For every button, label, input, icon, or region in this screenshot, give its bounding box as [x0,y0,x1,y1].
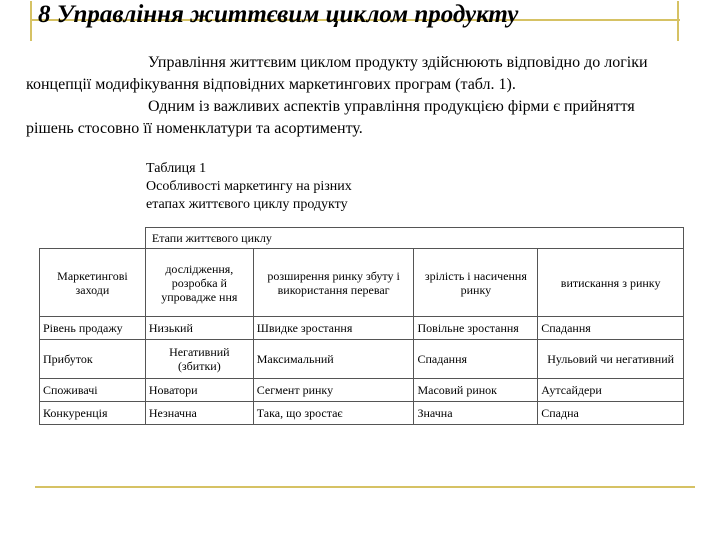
table-cell: Незначна [145,402,253,425]
table-header-row [40,228,684,249]
table-cell: Така, що зростає [253,402,414,425]
page-title: 8 Управління життєвим циклом продукту [38,1,519,28]
lifecycle-table [39,227,684,425]
stage-cell: зрілість і насичення ринку [414,249,538,317]
table-title-line-2: етапах життєвого циклу продукту [146,197,348,212]
paragraph-2-rest: рішень стосовно її номенклатури та асортименту. [26,120,363,137]
table-cell: Швидке зростання [253,317,414,340]
paragraph-1-rest: концепції модифікування відповідних маркетингових програм (табл. 1). [26,76,516,93]
title-decor-vertical-left [30,1,32,41]
table-cell: Низький [145,317,253,340]
table-cell: Спадання [538,317,684,340]
row-label: Прибуток [40,340,146,379]
body-text [26,52,720,140]
table-number: Таблиця 1 [146,161,207,176]
title-decor-vertical-right [677,1,679,41]
table-cell: Спадання [414,340,538,379]
table-cell: Новатори [145,379,253,402]
table-cell: Значна [414,402,538,425]
table-cell: Негативний (збитки) [145,340,253,379]
stages-header: Етапи життєвого циклу [145,228,683,249]
table-cell: Сегмент ринку [253,379,414,402]
table-cell: Нульовий чи негативний [538,340,684,379]
table-cell: Масовий ринок [414,379,538,402]
stage-cell: витискання з ринку [538,249,684,317]
footer-decor-rule [35,486,695,488]
table-cell: Максимальний [253,340,414,379]
table-row [40,340,684,379]
table-header-row [40,249,684,317]
table-caption [146,160,352,214]
table-cell: Спадна [538,402,684,425]
table-row [40,379,684,402]
row-label: Споживачі [40,379,146,402]
table-row [40,402,684,425]
paragraph-1-first-line: Управління життєвим циклом продукту здійснюють відповідно до логіки [148,54,648,71]
table-cell: Повільне зростання [414,317,538,340]
row-header-cell: Маркетингові заходи [40,249,146,317]
stage-cell: розширення ринку збуту і використання переваг [253,249,414,317]
paragraph-2-first-line: Одним із важливих аспектів управління продукцією фірми є прийняття [148,98,635,115]
table-title-line-1: Особливості маркетингу на різних [146,179,352,194]
stage-cell: дослідження, розробка й упровадже ння [145,249,253,317]
table-row [40,317,684,340]
row-label: Рівень продажу [40,317,146,340]
table-cell: Аутсайдери [538,379,684,402]
row-label: Конкуренція [40,402,146,425]
